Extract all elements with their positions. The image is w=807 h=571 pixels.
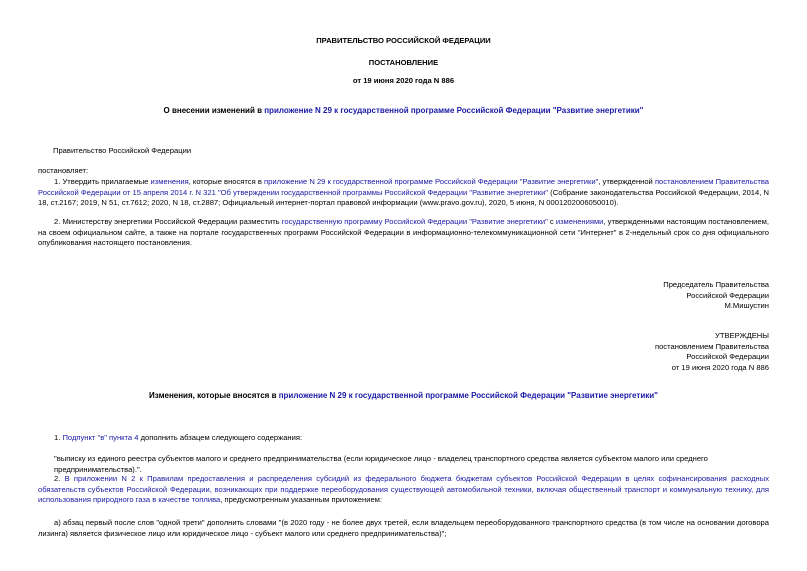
p2-text-2: с <box>547 217 556 226</box>
approval-date: от 19 июня 2020 года N 886 <box>671 362 769 372</box>
change-item-2 <box>38 474 769 506</box>
changes-title-prefix: Изменения, которые вносятся в <box>149 391 279 400</box>
p1-text-3: , утвержденной <box>598 177 655 186</box>
decree-text: постановляет: <box>38 166 89 175</box>
item2-number: 2. <box>54 474 65 483</box>
rules-appendix-link[interactable]: В приложении N 2 к Правилам предоставления и распределения субсидий из федерального бюджета бюджетам субъектов Российской Федерации в целях софинансирования расходных обязательств субъектов Российской Федерации, возникающих при поддержке переоборудования существующей автомобильной техники, включая общественный транспорт и коммунальную технику, для использования природного газа в качестве топлива <box>38 474 769 504</box>
title-link[interactable]: приложение N 29 к государственной программе Российской Федерации "Развитие энергетики" <box>264 106 644 115</box>
amendments-link[interactable]: изменениями <box>555 217 604 226</box>
change-item-1 <box>54 433 302 444</box>
paragraph-1 <box>38 177 769 209</box>
approval-block <box>560 331 769 373</box>
approval-line-2: постановлением Правительства <box>654 341 769 351</box>
changes-link[interactable]: изменения <box>150 177 189 186</box>
p1-text-1: 1. Утвердить прилагаемые <box>54 177 151 186</box>
document-type: ПОСТАНОВЛЕНИЕ <box>368 58 439 67</box>
appendix-link[interactable]: приложение N 29 к государственной программе Российской Федерации "Развитие энергетики" <box>264 177 599 186</box>
change-item-a: а) абзац первый после слов "одной трети" дополнить словами "(в 2020 году - не более двух третей, если владельцем переоборудованного транспортного средства (в том числе на основании договора лизинга) является физическое лицо или юридическое лицо - субъект малого или среднего предпринимательства)"; <box>38 518 769 538</box>
signature-title: Председатель Правительства <box>663 280 769 289</box>
document-date: от 19 июня 2020 года N 886 <box>352 76 455 85</box>
signature-name: М.Мишустин <box>724 301 769 310</box>
p2-text-3: , утвержденными настоящим постановлением, на своем официальном сайте, а также на портале государственных программ Российской Федерации в информационно-телекоммуникационной сети "Интернет" в 2-недельный срок со дня официального опубликования настоящего постановления. <box>38 217 769 247</box>
program-link[interactable]: государственную программу Российской Федерации "Развитие энергетики" <box>281 217 548 226</box>
item2-text: , предусмотренным указанным приложением: <box>220 495 383 504</box>
p2-text-1: 2. Министерству энергетики Российской Федерации разместить <box>54 217 282 226</box>
signature-block <box>560 280 769 312</box>
title-prefix: О внесении изменений в <box>163 106 265 115</box>
item1-text: дополнить абзацем следующего содержания: <box>138 433 303 442</box>
changes-title-link[interactable]: приложение N 29 к государственной программе Российской Федерации "Развитие энергетики" <box>278 391 658 400</box>
p1-text-2: , которые вносятся в <box>188 177 264 186</box>
resolution-link[interactable]: постановлением Правительства Российской Федерации от 15 апреля 2014 г. N 321 "Об утверждении государственной программы Российской Федерации "Развитие энергетики" <box>38 177 770 197</box>
paragraph-2 <box>38 217 769 249</box>
p1-text-4: (Собрание законодательства Российской Федерации, 2014, N 18, ст.2167; 2019, N 51, ст.7612; 2020, N 18, ст.2887; Официальный интернет-портал правовой информации (www.pravo.gov.ru), 2020, 5 июня, N 0001202006050010). <box>38 187 769 207</box>
intro-text: Правительство Российской Федерации <box>53 146 192 155</box>
changes-title <box>0 391 807 402</box>
approval-label: УТВЕРЖДЕНЫ <box>715 331 769 340</box>
item1-number: 1. <box>54 433 63 442</box>
subpoint-link[interactable]: Подпункт "в" пункта 4 <box>62 433 139 442</box>
org-heading: ПРАВИТЕЛЬСТВО РОССИЙСКОЙ ФЕДЕРАЦИИ <box>316 36 491 45</box>
quote-text: "выписку из единого реестра субъектов малого и среднего предпринимательства (если юридическое лицо - владелец транспортного средства является субъектом малого или среднего предпринимательства).". <box>54 454 708 474</box>
signature-org: Российской Федерации <box>686 290 769 300</box>
document-title <box>0 106 807 117</box>
approval-line-3: Российской Федерации <box>686 352 769 361</box>
